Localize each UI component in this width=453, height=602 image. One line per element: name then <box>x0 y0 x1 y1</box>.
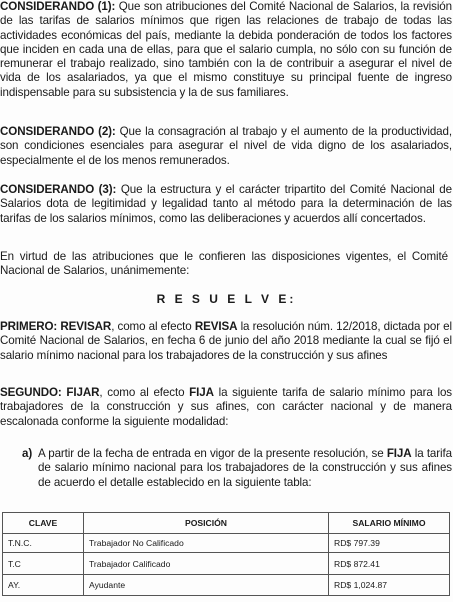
considerando-2-label: CONSIDERANDO (2): <box>0 125 116 138</box>
header-clave: CLAVE <box>3 513 84 534</box>
cell-salario: RD$ 797.39 <box>329 534 450 553</box>
primero-keyword: REVISA <box>194 320 238 333</box>
header-salario: SALARIO MÍNIMO <box>329 513 450 534</box>
item-a-keyword: FIJA <box>386 447 412 460</box>
salary-table <box>2 512 450 596</box>
cell-posicion: Trabajador No Calificado <box>84 534 329 553</box>
considerando-3-text: Que la estructura y el carácter tripartito del Comité Nacional de Salarios dota de legitimidad y legalidad tanto al método para la determinación de las tarifas de los salarios mínimos, como las deliberaciones y acuerdos allí concertados. <box>0 183 452 225</box>
resuelve-heading: R E S U E L V E: <box>156 292 297 306</box>
table-row <box>3 534 450 553</box>
cell-clave: AY. <box>3 575 84 596</box>
cell-clave: T.C <box>3 553 84 575</box>
table-row <box>3 575 450 596</box>
considerando-2-paragraph <box>0 125 452 168</box>
considerando-2-text: Que la consagración al trabajo y el aumento de la productividad, son condiciones esenciales para asegurar el nivel de vida digno de los asalariados, especialmente el de los menos remunerados. <box>0 125 452 167</box>
segundo-text-1: , como al efecto <box>99 386 190 399</box>
cell-posicion: Trabajador Calificado <box>84 553 329 575</box>
item-a-text-1: A partir de la fecha de entrada en vigor de la presente resolución, se <box>38 447 387 460</box>
considerando-3-paragraph <box>0 183 452 226</box>
primero-text-1: , como al efecto <box>111 320 195 333</box>
cell-salario: RD$ 1,024.87 <box>329 575 450 596</box>
atribuciones-paragraph: En virtud de las atribuciones que le confieren las disposiciones vigentes, el Comité Nacional de Salarios, unánimemente: <box>0 250 448 278</box>
cell-clave: T.N.C. <box>3 534 84 553</box>
item-a-body <box>38 447 452 490</box>
segundo-paragraph <box>0 386 452 429</box>
segundo-text-2: la siguiente tarifa de salario mínimo para los trabajadores de la construcción y sus afines, con carácter nacional y de manera escalonada conforme la siguiente modalidad: <box>0 386 452 428</box>
primero-text-2: la resolución núm. 12/2018, dictada por el Comité Nacional de Salarios, en fecha 6 de junio del año 2018 mediante la cual se fijó el salario mínimo nacional para los trabajadores de la construcción y sus afines <box>0 320 452 362</box>
header-posicion: POSICIÓN <box>84 513 329 534</box>
table-row <box>3 553 450 575</box>
considerando-1-text: Que son atribuciones del Comité Nacional de Salarios, la revisión de las tarifas de salarios mínimos que rigen las relaciones de trabajo de todas las actividades económicas del país, mediante la debida ponderación de todos los factores que inciden en cada una de ellas, para que el salario cumpla, no sólo con su función de remunerar el trabajo realizado, sino también con la de contribuir a asegurar el nivel de vida de los asalariados, ya que el mismo constituye su principal fuente de ingreso indispensable para su subsistencia y la de sus familiares. <box>0 0 452 99</box>
item-a-text-2: la tarifa de salario mínimo nacional para los trabajadores de la construcción y sus afines de acuerdo el detalle establecido en la siguiente tabla: <box>38 447 452 489</box>
considerando-1-paragraph <box>0 0 452 100</box>
segundo-label: SEGUNDO: FIJAR <box>0 386 100 399</box>
considerando-3-label: CONSIDERANDO (3): <box>0 183 117 196</box>
considerando-1-label: CONSIDERANDO (1): <box>0 0 116 13</box>
cell-posicion: Ayudante <box>84 575 329 596</box>
primero-paragraph <box>0 320 452 363</box>
item-a-paragraph <box>22 447 452 490</box>
table-header-row <box>3 513 450 534</box>
segundo-keyword: FIJA <box>189 386 214 399</box>
cell-salario: RD$ 872.41 <box>329 553 450 575</box>
item-a-letter: a) <box>22 447 33 460</box>
primero-label: PRIMERO: REVISAR <box>0 320 112 333</box>
